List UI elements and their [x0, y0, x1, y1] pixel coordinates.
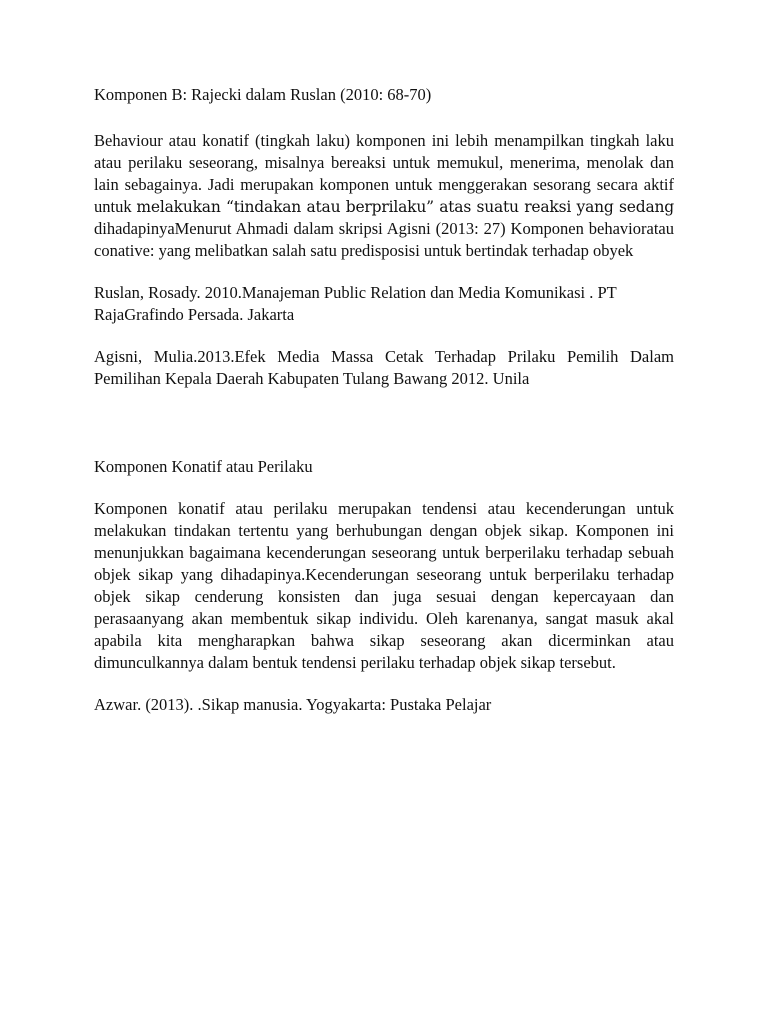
document-page — [94, 84, 674, 716]
paragraph-behaviour-text-1: Behaviour atau konatif (tingkah laku) komponen ini lebih menampilkan tingkah laku atau perilaku seseorang, misalnya bereaksi untuk memukul, menerima, menolak dan lain sebagainya. Jadi merupakan komponen untuk menggerakan sesorang secara aktif untuk — [94, 131, 674, 216]
reference-azwar: Azwar. (2013). .Sikap manusia. Yogyakarta: Pustaka Pelajar — [94, 695, 492, 714]
reference-agisni: Agisni, Mulia.2013.Efek Media Massa Cetak Terhadap Prilaku Pemilih Dalam Pemilihan Kepala Daerah Kabupaten Tulang Bawang 2012. Unila — [94, 347, 674, 388]
paragraph-behaviour-text-3: dihadapinyaMenurut Ahmadi dalam skripsi Agisni (2013: 27) Komponen behavioratau conative: yang melibatkan salah satu predisposisi untuk bertindak terhadap obyek — [94, 219, 674, 260]
paragraph-behaviour — [94, 130, 674, 262]
paragraph-komponen-konatif: Komponen konatif atau perilaku merupakan tendensi atau kecenderungan untuk melakukan tindakan tertentu yang berhubungan dengan objek sikap. Komponen ini menunjukkan bagaimana kecenderungan seseorang untuk berperilaku terhadap sebuah objek sikap yang dihadapinya.Kecenderungan seseorang untuk berperilaku terhadap objek sikap cenderung konsisten dan juga sesuai dengan kepercayaan dan perasaanyang akan membentuk sikap individu. Oleh karenanya, sangat masuk akal apabila kita mengharapkan bahwa sikap seseorang akan dicerminkan atau dimunculkannya dalam bentuk tendensi perilaku terhadap objek sikap tersebut. — [94, 499, 674, 672]
paragraph-behaviour-text-2: melakukan “tindakan atau berprilaku” atas suatu reaksi yang sedang — [136, 198, 674, 216]
section-heading-komponen-konatif: Komponen Konatif atau Perilaku — [94, 457, 313, 476]
reference-ruslan: Ruslan, Rosady. 2010.Manajeman Public Relation dan Media Komunikasi . PT RajaGrafindo Persada. Jakarta — [94, 283, 617, 324]
section-heading-komponen-b: Komponen B: Rajecki dalam Ruslan (2010: 68-70) — [94, 85, 432, 104]
